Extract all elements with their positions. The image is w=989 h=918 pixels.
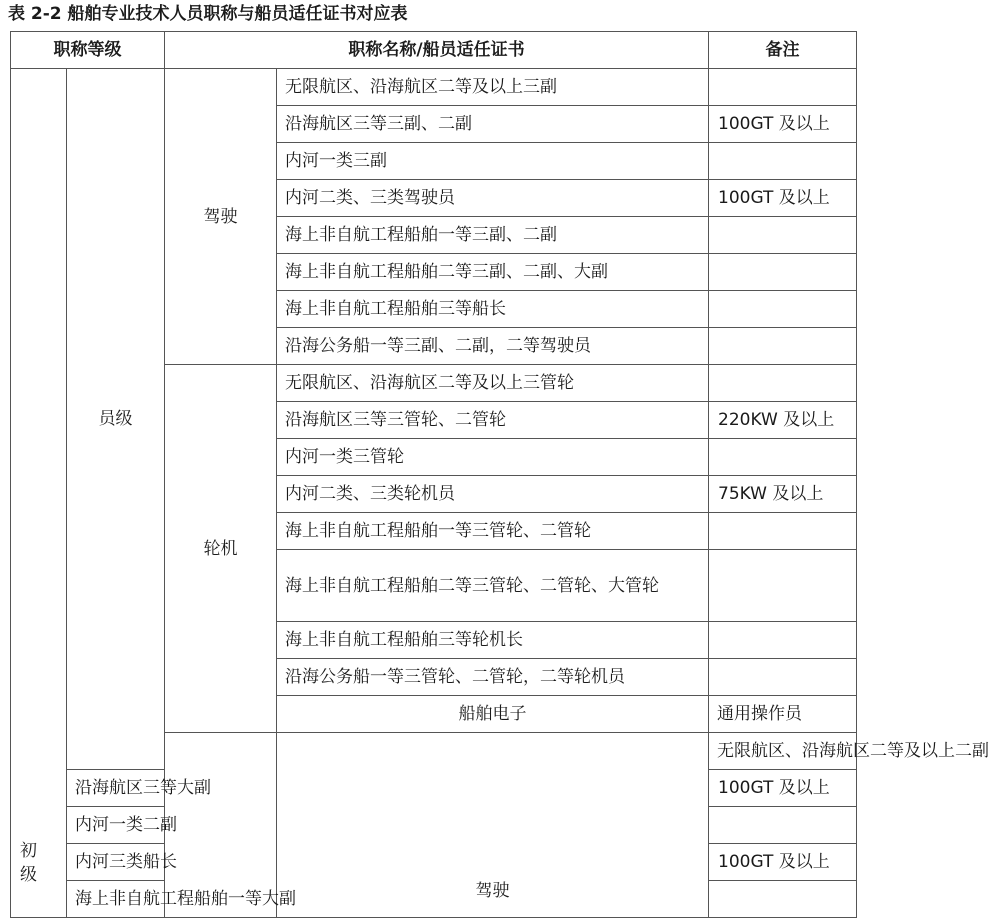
note-cell <box>709 291 857 328</box>
cert-cell: 沿海航区三等三管轮、二管轮 <box>277 402 709 439</box>
note-cell <box>709 328 857 365</box>
cert-cell: 内河二类、三类轮机员 <box>277 476 709 513</box>
cert-cell: 海上非自航工程船舶二等三管轮、二管轮、大管轮 <box>277 550 709 622</box>
cert-cell: 海上非自航工程船舶三等轮机长 <box>277 622 709 659</box>
note-cell <box>709 365 857 402</box>
header-note: 备注 <box>709 32 857 69</box>
note-cell <box>709 881 857 918</box>
cert-cell: 沿海公务船一等三副、二副，二等驾驶员 <box>277 328 709 365</box>
note-cell <box>709 69 857 106</box>
cert-cell: 海上非自航工程船舶一等三管轮、二管轮 <box>277 513 709 550</box>
cert-cell: 无限航区、沿海航区二等及以上二副 <box>709 733 857 770</box>
table-row <box>11 69 857 106</box>
specialty-cell-3: 船舶电子 <box>277 696 709 733</box>
table-caption: 表 2-2 船舶专业技术人员职称与船员适任证书对应表 <box>8 4 408 24</box>
header-cert: 职称名称/船员适任证书 <box>165 32 709 69</box>
note-cell: 100GT 及以上 <box>709 844 857 881</box>
cert-cell: 内河三类船长 <box>67 844 165 881</box>
level-label: 初级 <box>20 841 37 885</box>
cert-cell: 沿海航区三等大副 <box>67 770 165 807</box>
header-level: 职称等级 <box>11 32 165 69</box>
specialty-cell-2: 轮机 <box>165 365 277 733</box>
header-row <box>11 32 857 69</box>
note-cell: 75KW 及以上 <box>709 476 857 513</box>
note-cell: 220KW 及以上 <box>709 402 857 439</box>
cert-cell: 内河一类三管轮 <box>277 439 709 476</box>
cert-cell: 海上非自航工程船舶一等大副 <box>67 881 165 918</box>
note-cell <box>709 659 857 696</box>
cert-cell: 内河一类二副 <box>67 807 165 844</box>
cert-cell: 沿海公务船一等三管轮、二管轮，二等轮机员 <box>277 659 709 696</box>
note-cell <box>709 217 857 254</box>
cert-cell: 内河一类三副 <box>277 143 709 180</box>
note-cell <box>709 550 857 622</box>
note-cell <box>709 254 857 291</box>
cert-cell: 通用操作员 <box>709 696 857 733</box>
note-cell <box>709 143 857 180</box>
certificate-table <box>10 31 989 918</box>
cert-cell: 无限航区、沿海航区二等及以上三副 <box>277 69 709 106</box>
cert-cell: 海上非自航工程船舶二等三副、二副、大副 <box>277 254 709 291</box>
specialty-cell-1: 驾驶 <box>165 69 277 365</box>
cert-cell: 海上非自航工程船舶三等船长 <box>277 291 709 328</box>
specialty-cell-4: 驾驶 <box>277 733 709 918</box>
note-cell: 100GT 及以上 <box>709 106 857 143</box>
cert-cell: 海上非自航工程船舶一等三副、二副 <box>277 217 709 254</box>
note-cell <box>709 622 857 659</box>
cert-cell: 内河二类、三类驾驶员 <box>277 180 709 217</box>
note-cell <box>709 513 857 550</box>
level-cell <box>11 69 67 918</box>
note-cell: 100GT 及以上 <box>709 770 857 807</box>
cert-cell: 沿海航区三等三副、二副 <box>277 106 709 143</box>
note-cell: 100GT 及以上 <box>709 180 857 217</box>
note-cell <box>709 439 857 476</box>
note-cell <box>709 807 857 844</box>
cert-cell: 无限航区、沿海航区二等及以上三管轮 <box>277 365 709 402</box>
grade-cell-1: 员级 <box>67 69 165 770</box>
